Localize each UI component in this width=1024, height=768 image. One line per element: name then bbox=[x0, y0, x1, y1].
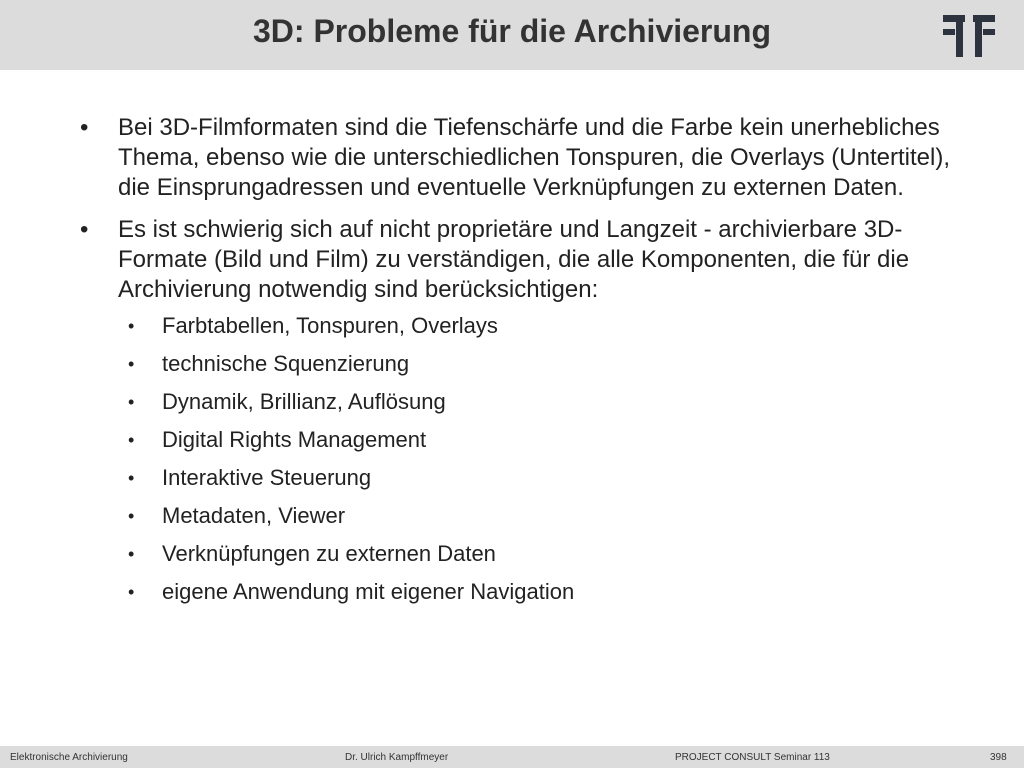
bullet-dot: • bbox=[128, 392, 135, 412]
bullet-dot: • bbox=[128, 506, 135, 526]
bullet-dot: • bbox=[128, 468, 135, 488]
bullet-text: Bei 3D-Filmformaten sind die Tiefenschärfe und die Farbe kein unerhebliches Thema, ebenso wie die unterschiedlichen Tonspuren, die Overlays (Untertitel), die Einsprungadressen und eventuelle Verknüpfungen zu externen Daten. bbox=[118, 114, 950, 201]
slide-content bbox=[80, 113, 980, 617]
bullet-item bbox=[80, 113, 980, 203]
sub-bullet-text: Interaktive Steuerung bbox=[162, 465, 372, 490]
page-number: 398 bbox=[990, 752, 1007, 763]
sub-bullet-item bbox=[80, 541, 980, 579]
bullet-dot: • bbox=[128, 544, 135, 564]
sub-bullet-item bbox=[80, 427, 980, 465]
slide-title: 3D: Probleme für die Archivierung bbox=[252, 13, 772, 49]
bullet-dot: • bbox=[80, 216, 89, 243]
footer-seminar: PROJECT CONSULT Seminar 113 bbox=[675, 752, 830, 763]
sub-bullet-item bbox=[80, 313, 980, 351]
sub-bullet-text: Digital Rights Management bbox=[162, 427, 427, 452]
sub-bullet-item bbox=[80, 389, 980, 427]
sub-bullet-text: Metadaten, Viewer bbox=[162, 503, 346, 528]
sub-bullet-list bbox=[80, 313, 980, 617]
sub-bullet-text: eigene Anwendung mit eigener Navigation bbox=[162, 579, 575, 604]
company-logo-icon bbox=[943, 15, 995, 57]
sub-bullet-text: Verknüpfungen zu externen Daten bbox=[162, 541, 496, 566]
bullet-dot: • bbox=[128, 354, 135, 374]
bullet-dot: • bbox=[128, 316, 135, 336]
bullet-dot: • bbox=[128, 582, 135, 602]
sub-bullet-text: Farbtabellen, Tonspuren, Overlays bbox=[162, 313, 498, 338]
sub-bullet-item bbox=[80, 351, 980, 389]
sub-bullet-text: technische Squenzierung bbox=[162, 351, 410, 376]
sub-bullet-item bbox=[80, 503, 980, 541]
bullet-item bbox=[80, 215, 980, 305]
slide-footer bbox=[0, 746, 1024, 768]
sub-bullet-text: Dynamik, Brillianz, Auflösung bbox=[162, 389, 446, 414]
footer-course-title: Elektronische Archivierung bbox=[10, 752, 128, 763]
footer-author: Dr. Ulrich Kampffmeyer bbox=[345, 752, 449, 763]
sub-bullet-item bbox=[80, 579, 980, 617]
slide-header bbox=[0, 0, 1024, 70]
bullet-dot: • bbox=[80, 114, 89, 141]
bullet-text: Es ist schwierig sich auf nicht proprietäre und Langzeit - archivierbare 3D-Formate (Bild und Film) zu verständigen, die alle Komponenten, die für die Archivierung notwendig sind berücksichtigen: bbox=[118, 216, 910, 303]
bullet-dot: • bbox=[128, 430, 135, 450]
sub-bullet-item bbox=[80, 465, 980, 503]
